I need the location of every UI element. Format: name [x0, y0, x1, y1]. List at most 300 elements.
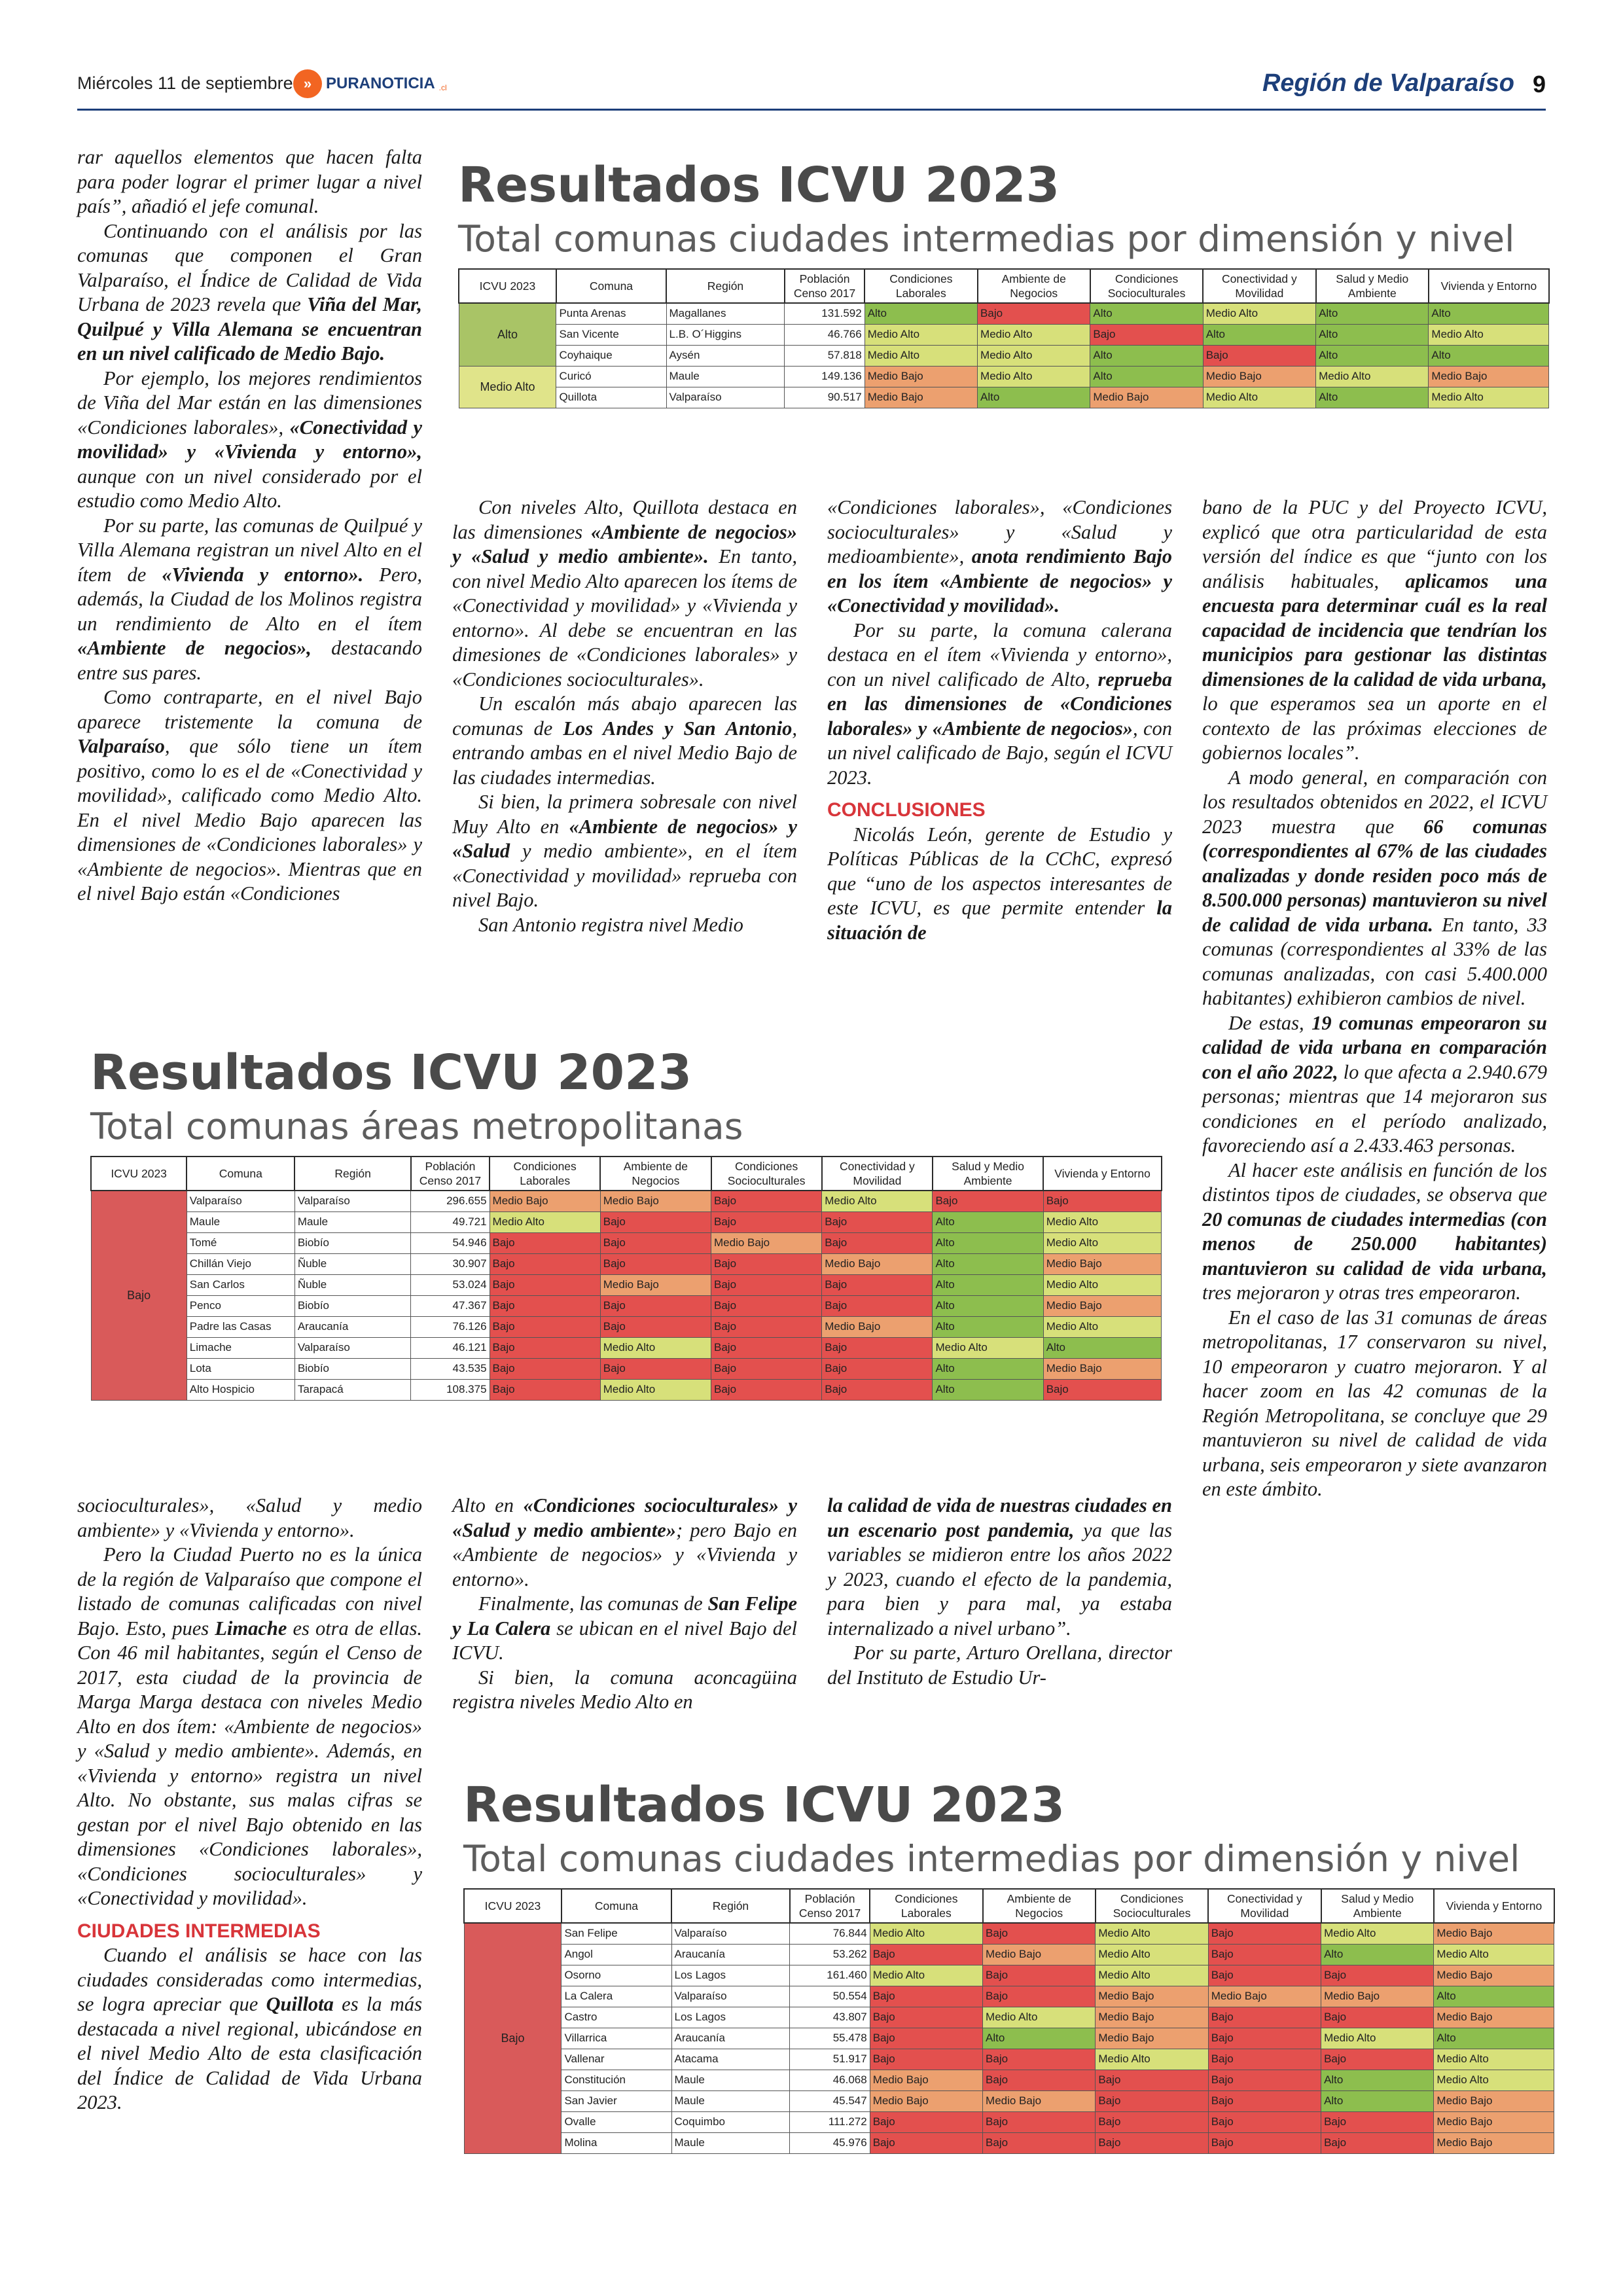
table-row — [91, 1274, 1162, 1295]
rating-cell: Bajo — [490, 1253, 600, 1274]
table-row — [464, 2070, 1554, 2090]
population-cell: 108.375 — [411, 1379, 490, 1400]
population-cell: 47.367 — [411, 1295, 490, 1316]
level-group-cell: Bajo — [464, 1923, 562, 2153]
rating-cell: Medio Alto — [1043, 1274, 1162, 1295]
rating-cell: Bajo — [870, 2111, 982, 2132]
text-run: es otra de ellas. Con 46 mil habitantes, según el Censo de 2017, esta ciudad de la provincia de Marga Marga destaca con niveles Medio Alto en dos ítem: «Ambiente de negocios» y «Salud y medio ambiente». Además, en «Vivienda y entorno» registra un nivel Alto. No obstante, sus malas cifras se gestan por el nivel Bajo obtenido en las dimensiones «Condiciones laborales», «Condiciones socioculturales» y «Conectividad y movilidad». — [77, 1617, 422, 1909]
column-header: Vivienda y Entorno — [1429, 269, 1549, 303]
rating-cell: Medio Bajo — [1434, 2132, 1554, 2153]
region-cell: Biobío — [294, 1232, 411, 1253]
graphic-subtitle: Total comunas ciudades intermedias por dimensión y nivel — [458, 218, 1515, 260]
column-header: Conectividad y Movilidad — [1208, 1889, 1321, 1923]
table-row — [464, 2090, 1554, 2111]
text-run: Un escalón más abajo aparecen las comunas de — [452, 692, 797, 740]
column-header: ICVU 2023 — [91, 1157, 187, 1191]
text-run: Nicolás León, gerente de Estudio y Políticas Públicas de la CChC, expresó que “uno de los aspectos interesantes de este ICVU, es que permite entender — [827, 823, 1172, 919]
article-paragraph — [77, 685, 422, 906]
header-rule — [77, 109, 1546, 111]
bold-text: «Ambiente de negocios» y «Salud — [452, 815, 797, 862]
rating-cell: Bajo — [600, 1295, 711, 1316]
comuna-cell: San Carlos — [187, 1274, 294, 1295]
table-row — [91, 1358, 1162, 1379]
article-paragraph — [1202, 766, 1547, 1011]
text-run: Por su parte, Arturo Orellana, director del Instituto de Estudio Ur- — [827, 1641, 1172, 1689]
table-row — [464, 1923, 1554, 1944]
rating-cell: Bajo — [983, 1986, 1096, 2007]
text-run: Por su parte, la comuna calerana destaca en el ítem «Vivienda y entorno», con un nivel calificado de Alto, — [827, 619, 1172, 691]
rating-cell: Alto — [1429, 345, 1549, 366]
article-paragraph — [827, 619, 1172, 791]
article-paragraph — [77, 367, 422, 514]
rating-cell: Alto — [933, 1253, 1043, 1274]
rating-cell: Medio Alto — [1043, 1211, 1162, 1232]
rating-cell: Bajo — [870, 1944, 982, 1965]
bold-text: «Vivienda y entorno». — [162, 563, 364, 586]
table-row — [464, 1944, 1554, 1965]
rating-cell: Medio Bajo — [1429, 366, 1549, 387]
column-header: ICVU 2023 — [464, 1889, 562, 1923]
rating-cell: Bajo — [1208, 2070, 1321, 2090]
rating-cell: Bajo — [1321, 2111, 1434, 2132]
text-run: San Antonio registra nivel Medio — [478, 913, 743, 936]
rating-cell: Medio Alto — [1203, 387, 1315, 408]
page-number: 9 — [1532, 71, 1546, 98]
region-cell: Los Lagos — [671, 1965, 790, 1986]
population-cell: 55.478 — [790, 2028, 870, 2049]
population-cell: 57.818 — [785, 345, 865, 366]
article-paragraph — [452, 495, 797, 692]
region-cell: Magallanes — [666, 303, 785, 324]
column-header: Vivienda y Entorno — [1043, 1157, 1162, 1191]
article-paragraph — [1202, 495, 1547, 766]
article-paragraph — [77, 145, 422, 219]
bold-text: «Conectividad y movilidad» y «Vivienda y entorno», — [77, 416, 422, 463]
rating-cell: Alto — [1043, 1337, 1162, 1358]
text-run: y medio ambiente», en el ítem «Conectividad y movilidad» reprueba con nivel Bajo. — [452, 840, 797, 911]
rating-cell: Bajo — [822, 1211, 933, 1232]
rating-cell: Bajo — [1208, 2028, 1321, 2049]
rating-cell: Bajo — [711, 1191, 822, 1211]
region-cell: Ñuble — [294, 1253, 411, 1274]
comuna-cell: Angol — [562, 1944, 671, 1965]
text-run: Con niveles Alto, Quillota destaca en las dimensiones — [452, 496, 797, 543]
region-cell: L.B. O´Higgins — [666, 324, 785, 345]
column-header: Condiciones Socioculturales — [711, 1157, 822, 1191]
rating-cell: Bajo — [822, 1232, 933, 1253]
rating-cell: Medio Bajo — [1434, 2090, 1554, 2111]
rating-cell: Medio Bajo — [1043, 1253, 1162, 1274]
rating-cell: Bajo — [1208, 2090, 1321, 2111]
table-row — [91, 1379, 1162, 1400]
table-row — [464, 2111, 1554, 2132]
column-header: Población Censo 2017 — [790, 1889, 870, 1923]
text-run: , que sólo tiene un ítem positivo, como lo es el de «Conectividad y movilidad», calificado como Medio Alto. En el nivel Medio Bajo aparecen las dimensiones de «Condiciones laborales» y «Ambiente de negocios». Mientras que en el nivel Bajo están «Condiciones — [77, 735, 422, 905]
bold-text: la situación de — [827, 897, 1172, 944]
column-header: Condiciones Socioculturales — [1090, 269, 1203, 303]
rating-cell: Alto — [1316, 387, 1429, 408]
text-run: , entrando ambas en el nivel Medio Bajo de las ciudades intermedias. — [452, 717, 797, 789]
text-run: Pero la Ciudad Puerto no es la única de la región de Valparaíso que compone el listado de comunas calificadas con nivel Bajo. Esto, pues — [77, 1543, 422, 1640]
rating-cell: Bajo — [1208, 1923, 1321, 1944]
text-run: lo que afecta a 2.940.679 personas; mientras que 14 mejoraron sus condiciones en el período analizado, favoreciendo así a 2.433.463 personas. — [1202, 1060, 1547, 1157]
article-paragraph — [1202, 1306, 1547, 1502]
column-header: ICVU 2023 — [459, 269, 556, 303]
rating-cell: Medio Bajo — [1321, 1986, 1434, 2007]
table-row — [91, 1316, 1162, 1337]
article-paragraph — [1202, 1011, 1547, 1158]
rating-cell: Bajo — [822, 1379, 933, 1400]
rating-cell: Bajo — [490, 1274, 600, 1295]
rating-cell: Bajo — [490, 1358, 600, 1379]
rating-cell: Medio Bajo — [1203, 366, 1315, 387]
rating-cell: Bajo — [490, 1316, 600, 1337]
rating-cell: Bajo — [490, 1379, 600, 1400]
table-row — [459, 303, 1549, 324]
rating-cell: Medio Alto — [865, 324, 977, 345]
text-run: Continuando con el análisis por las comunas que componen el Gran Valparaíso, el Índice de Calidad de Vida Urbana de 2023 revela que — [77, 219, 422, 315]
rating-cell: Alto — [1090, 345, 1203, 366]
rating-cell: Medio Alto — [600, 1379, 711, 1400]
rating-cell: Alto — [1321, 2090, 1434, 2111]
bold-text: 66 comunas (correspondientes al 67% de las ciudades analizadas y donde residen poco más de 8.500.000 personas) mantuvieron su nivel de calidad de vida urbana. — [1202, 815, 1547, 936]
population-cell: 54.946 — [411, 1232, 490, 1253]
rating-cell: Alto — [933, 1316, 1043, 1337]
article-column-4 — [1202, 495, 1547, 1502]
article-paragraph — [827, 495, 1172, 619]
rating-cell: Bajo — [1208, 2111, 1321, 2132]
rating-cell: Medio Bajo — [1096, 1986, 1208, 2007]
comuna-cell: Lota — [187, 1358, 294, 1379]
bold-text: reprueba en las dimensiones de «Condiciones laborales» y «Ambiente de negocios» — [827, 668, 1172, 740]
comuna-cell: Alto Hospicio — [187, 1379, 294, 1400]
rating-cell: Medio Alto — [1429, 387, 1549, 408]
population-cell: 53.024 — [411, 1274, 490, 1295]
rating-cell: Bajo — [600, 1211, 711, 1232]
region-cell: Araucanía — [294, 1316, 411, 1337]
logo-text: PURANOTICIA — [326, 75, 435, 92]
article-column-3 — [827, 495, 1172, 945]
rating-cell: Medio Bajo — [600, 1191, 711, 1211]
region-cell: Maule — [671, 2132, 790, 2153]
rating-cell: Medio Bajo — [870, 2070, 982, 2090]
text-run: socioculturales», «Salud y medio ambiente» y «Vivienda y entorno». — [77, 1494, 422, 1541]
column-header: Condiciones Laborales — [870, 1889, 982, 1923]
region-cell: Biobío — [294, 1295, 411, 1316]
bold-text: Viña del Mar, Quilpué y Villa Alemana se encuentran en un nivel calificado de Medio Bajo. — [77, 293, 422, 365]
text-run: Pero, además, la Ciudad de los Molinos registra un rendimiento de Alto en el ítem — [77, 563, 422, 635]
text-run: Al hacer este análisis en función de los distintos tipos de ciudades, se observa que — [1202, 1158, 1547, 1206]
comuna-cell: Chillán Viejo — [187, 1253, 294, 1274]
graphic-title: Resultados ICVU 2023 — [463, 1777, 1065, 1833]
article-paragraph — [452, 790, 797, 913]
article-column-7 — [827, 1494, 1172, 1690]
rating-cell: Bajo — [711, 1358, 822, 1379]
region-cell: Atacama — [671, 2049, 790, 2070]
rating-cell: Medio Alto — [865, 345, 977, 366]
rating-cell: Medio Alto — [1203, 303, 1315, 324]
bold-text: Limache — [215, 1617, 287, 1640]
article-paragraph — [77, 1943, 422, 2115]
rating-cell: Alto — [1090, 366, 1203, 387]
bold-text: 20 comunas de ciudades intermedias (con menos de 250.000 habitantes) mantuvieron su calidad de vida urbana, — [1202, 1208, 1547, 1280]
comuna-cell: Ovalle — [562, 2111, 671, 2132]
table-row — [464, 2049, 1554, 2070]
article-paragraph — [827, 823, 1172, 946]
region-cell: Ñuble — [294, 1274, 411, 1295]
text-run: ; pero Bajo en «Ambiente de negocios» y «Vivienda y entorno». — [452, 1518, 797, 1590]
rating-cell: Bajo — [983, 1965, 1096, 1986]
column-header: Región — [666, 269, 785, 303]
column-header: Salud y Medio Ambiente — [1321, 1889, 1434, 1923]
region-cell: Maule — [666, 366, 785, 387]
level-group-cell: Alto — [459, 303, 556, 366]
rating-cell: Medio Bajo — [865, 366, 977, 387]
rating-cell: Bajo — [1208, 1965, 1321, 1986]
table-row — [464, 1986, 1554, 2007]
comuna-cell: La Calera — [562, 1986, 671, 2007]
text-run: rar aquellos elementos que hacen falta para poder lograr el primer lugar a nivel país”, añadió el jefe comunal. — [77, 146, 422, 217]
comuna-cell: Limache — [187, 1337, 294, 1358]
rating-cell: Bajo — [870, 2049, 982, 2070]
comuna-cell: Castro — [562, 2007, 671, 2028]
column-header: Condiciones Socioculturales — [1096, 1889, 1208, 1923]
region-cell: Valparaíso — [666, 387, 785, 408]
population-cell: 53.262 — [790, 1944, 870, 1965]
bold-text: Quillota — [266, 1993, 334, 2015]
rating-cell: Medio Alto — [1043, 1232, 1162, 1253]
table-row — [459, 366, 1549, 387]
bold-text: «Ambiente de negocios» y «Salud y medio ambiente». — [452, 520, 797, 567]
rating-cell: Bajo — [711, 1337, 822, 1358]
text-run: En tanto, 33 comunas (correspondientes al 33% de las comunas analizadas, con casi 5.400.000 habitantes) exhibieron cambios de nivel. — [1202, 913, 1547, 1009]
region-cell: Biobío — [294, 1358, 411, 1379]
population-cell: 45.547 — [790, 2090, 870, 2111]
text-run: tres mejoraron y otras tres empeoraron. — [1202, 1282, 1521, 1304]
comuna-cell: Curicó — [556, 366, 666, 387]
table-header-row — [91, 1157, 1162, 1191]
column-header: Ambiente de Negocios — [600, 1157, 711, 1191]
rating-cell: Bajo — [711, 1274, 822, 1295]
rating-cell: Bajo — [600, 1316, 711, 1337]
icvu-table — [458, 268, 1550, 408]
region-cell: Valparaíso — [671, 1923, 790, 1944]
icvu-graphic-intermediate-bottom — [463, 1778, 1556, 2154]
rating-cell: Bajo — [1321, 2132, 1434, 2153]
rating-cell: Bajo — [983, 2132, 1096, 2153]
population-cell: 111.272 — [790, 2111, 870, 2132]
rating-cell: Alto — [933, 1358, 1043, 1379]
text-run: En el caso de las 31 comunas de áreas metropolitanas, 17 conservaron su nivel, 10 empeoraron y cuatro mejoraron. Y al hacer zoom en las 42 comunas de la Región Metropolitana, se concluye que 29 mantuvieron su nivel de calidad de vida urbana, seis empeoraron y siete avanzaron en este ámbito. — [1202, 1306, 1547, 1500]
rating-cell: Medio Alto — [978, 345, 1090, 366]
rating-cell: Alto — [1203, 324, 1315, 345]
rating-cell: Bajo — [600, 1253, 711, 1274]
comuna-cell: Tomé — [187, 1232, 294, 1253]
population-cell: 149.136 — [785, 366, 865, 387]
table-row — [459, 345, 1549, 366]
rating-cell: Medio Bajo — [490, 1191, 600, 1211]
section-title: Región de Valparaíso — [1262, 69, 1514, 97]
puranoticia-logo — [293, 69, 447, 98]
table-row — [464, 1965, 1554, 1986]
region-cell: Maule — [671, 2090, 790, 2111]
icvu-table — [463, 1888, 1555, 2154]
rating-cell: Medio Bajo — [1208, 1986, 1321, 2007]
rating-cell: Bajo — [1090, 324, 1203, 345]
column-header: Conectividad y Movilidad — [1203, 269, 1315, 303]
rating-cell: Bajo — [983, 2070, 1096, 2090]
column-header: Comuna — [556, 269, 666, 303]
icvu-graphic-metropolitan — [90, 1046, 1164, 1401]
rating-cell: Medio Bajo — [1043, 1358, 1162, 1379]
rating-cell: Medio Alto — [870, 1965, 982, 1986]
region-cell: Los Lagos — [671, 2007, 790, 2028]
rating-cell: Medio Alto — [1096, 1965, 1208, 1986]
rating-cell: Bajo — [711, 1211, 822, 1232]
rating-cell: Medio Bajo — [870, 2090, 982, 2111]
rating-cell: Alto — [1429, 303, 1549, 324]
rating-cell: Alto — [933, 1379, 1043, 1400]
column-header: Salud y Medio Ambiente — [1316, 269, 1429, 303]
rating-cell: Medio Alto — [1096, 1923, 1208, 1944]
rating-cell: Bajo — [1321, 1965, 1434, 1986]
text-run: es la más destacada a nivel regional, ubicándose en el nivel Medio Alto de esta clasificación del Índice de Calidad de Vida Urbana 2023. — [77, 1993, 422, 2113]
rating-cell: Alto — [1321, 2070, 1434, 2090]
rating-cell: Bajo — [1096, 2070, 1208, 2090]
rating-cell: Bajo — [983, 2049, 1096, 2070]
bold-text: Los Andes y San Antonio — [563, 717, 793, 740]
rating-cell: Medio Bajo — [865, 387, 977, 408]
article-paragraph — [827, 1641, 1172, 1690]
article-column-6 — [452, 1494, 797, 1715]
rating-cell: Medio Bajo — [983, 1944, 1096, 1965]
rating-cell: Bajo — [1203, 345, 1315, 366]
column-header: Conectividad y Movilidad — [822, 1157, 933, 1191]
population-cell: 43.535 — [411, 1358, 490, 1379]
rating-cell: Medio Alto — [1321, 2028, 1434, 2049]
rating-cell: Bajo — [983, 1923, 1096, 1944]
comuna-cell: San Javier — [562, 2090, 671, 2111]
text-run: Si bien, la primera sobresale con nivel Muy Alto en — [452, 791, 797, 838]
table-row — [459, 387, 1549, 408]
rating-cell: Medio Bajo — [1434, 2111, 1554, 2132]
article-column-2 — [452, 495, 797, 937]
rating-cell: Medio Bajo — [1090, 387, 1203, 408]
column-header: Comuna — [187, 1157, 294, 1191]
rating-cell: Medio Alto — [933, 1337, 1043, 1358]
population-cell: 50.554 — [790, 1986, 870, 2007]
column-header: Región — [294, 1157, 411, 1191]
rating-cell: Medio Alto — [1096, 1944, 1208, 1965]
text-run: se ubican en el nivel Bajo del ICVU. — [452, 1617, 797, 1664]
level-group-cell: Medio Alto — [459, 366, 556, 408]
text-run: «Condiciones laborales», «Condiciones socioculturales» y «Salud y medioambiente», — [827, 496, 1172, 567]
column-header: Población Censo 2017 — [411, 1157, 490, 1191]
comuna-cell: Penco — [187, 1295, 294, 1316]
rating-cell: Bajo — [822, 1274, 933, 1295]
population-cell: 46.068 — [790, 2070, 870, 2090]
text-run: Finalmente, las comunas de — [478, 1592, 708, 1615]
population-cell: 161.460 — [790, 1965, 870, 1986]
text-run: Alto en — [452, 1494, 524, 1516]
article-paragraph — [77, 1543, 422, 1911]
rating-cell: Medio Bajo — [600, 1274, 711, 1295]
rating-cell: Medio Bajo — [1096, 2028, 1208, 2049]
bold-text: aplicamos una encuesta para determinar cuál es la real capacidad de incidencia que tendrían los municipios para gestionar las distintas dimensiones de la calidad de vida urbana, — [1202, 569, 1547, 691]
rating-cell: Alto — [983, 2028, 1096, 2049]
rating-cell: Bajo — [822, 1295, 933, 1316]
article-paragraph — [452, 913, 797, 938]
graphic-subtitle: Total comunas ciudades intermedias por dimensión y nivel — [463, 1838, 1520, 1880]
comuna-cell: Padre las Casas — [187, 1316, 294, 1337]
population-cell: 46.766 — [785, 324, 865, 345]
rating-cell: Medio Bajo — [1096, 2007, 1208, 2028]
rating-cell: Bajo — [870, 2132, 982, 2153]
rating-cell: Bajo — [870, 2028, 982, 2049]
rating-cell: Bajo — [711, 1316, 822, 1337]
column-header: Vivienda y Entorno — [1434, 1889, 1554, 1923]
column-header: Salud y Medio Ambiente — [933, 1157, 1043, 1191]
rating-cell: Alto — [1321, 1944, 1434, 1965]
region-cell: Araucanía — [671, 1944, 790, 1965]
rating-cell: Bajo — [822, 1358, 933, 1379]
rating-cell: Medio Bajo — [983, 2090, 1096, 2111]
population-cell: 296.655 — [411, 1191, 490, 1211]
population-cell: 76.844 — [790, 1923, 870, 1944]
table-header-row — [464, 1889, 1554, 1923]
rating-cell: Medio Bajo — [1043, 1295, 1162, 1316]
rating-cell: Medio Alto — [978, 366, 1090, 387]
rating-cell: Alto — [1434, 2028, 1554, 2049]
rating-cell: Alto — [933, 1211, 1043, 1232]
population-cell: 76.126 — [411, 1316, 490, 1337]
rating-cell: Bajo — [600, 1232, 711, 1253]
column-header: Condiciones Laborales — [490, 1157, 600, 1191]
text-run: Cuando el análisis se hace con las ciudades consideradas como intermedias, se logra apreciar que — [77, 1944, 422, 2015]
population-cell: 30.907 — [411, 1253, 490, 1274]
population-cell: 51.917 — [790, 2049, 870, 2070]
rating-cell: Bajo — [983, 2111, 1096, 2132]
population-cell: 49.721 — [411, 1211, 490, 1232]
rating-cell: Bajo — [1321, 2007, 1434, 2028]
rating-cell: Medio Bajo — [822, 1316, 933, 1337]
article-paragraph — [452, 692, 797, 790]
rating-cell: Medio Alto — [1096, 2049, 1208, 2070]
column-header: Condiciones Laborales — [865, 269, 977, 303]
table-row — [91, 1211, 1162, 1232]
rating-cell: Bajo — [870, 2007, 982, 2028]
region-cell: Aysén — [666, 345, 785, 366]
header-date: Miércoles 11 de septiembre — [77, 73, 293, 93]
text-run: Por ejemplo, los mejores rendimientos de Viña del Mar están en las dimensiones «Condiciones laborales», — [77, 367, 422, 439]
bold-text: 19 comunas empeoraron su calidad de vida urbana en comparación con el año 2022, — [1202, 1011, 1547, 1083]
rating-cell: Bajo — [711, 1295, 822, 1316]
rating-cell: Alto — [933, 1274, 1043, 1295]
rating-cell: Bajo — [1043, 1191, 1162, 1211]
comuna-cell: San Felipe — [562, 1923, 671, 1944]
rating-cell: Medio Alto — [600, 1337, 711, 1358]
article-paragraph — [452, 1666, 797, 1715]
article-paragraph — [77, 219, 422, 367]
rating-cell: Bajo — [490, 1232, 600, 1253]
article-paragraph — [77, 1494, 422, 1543]
graphic-title: Resultados ICVU 2023 — [458, 157, 1060, 213]
rating-cell: Medio Alto — [1434, 2049, 1554, 2070]
rating-cell: Bajo — [490, 1337, 600, 1358]
rating-cell: Bajo — [1043, 1379, 1162, 1400]
comuna-cell: Quillota — [556, 387, 666, 408]
icvu-table — [90, 1156, 1162, 1401]
